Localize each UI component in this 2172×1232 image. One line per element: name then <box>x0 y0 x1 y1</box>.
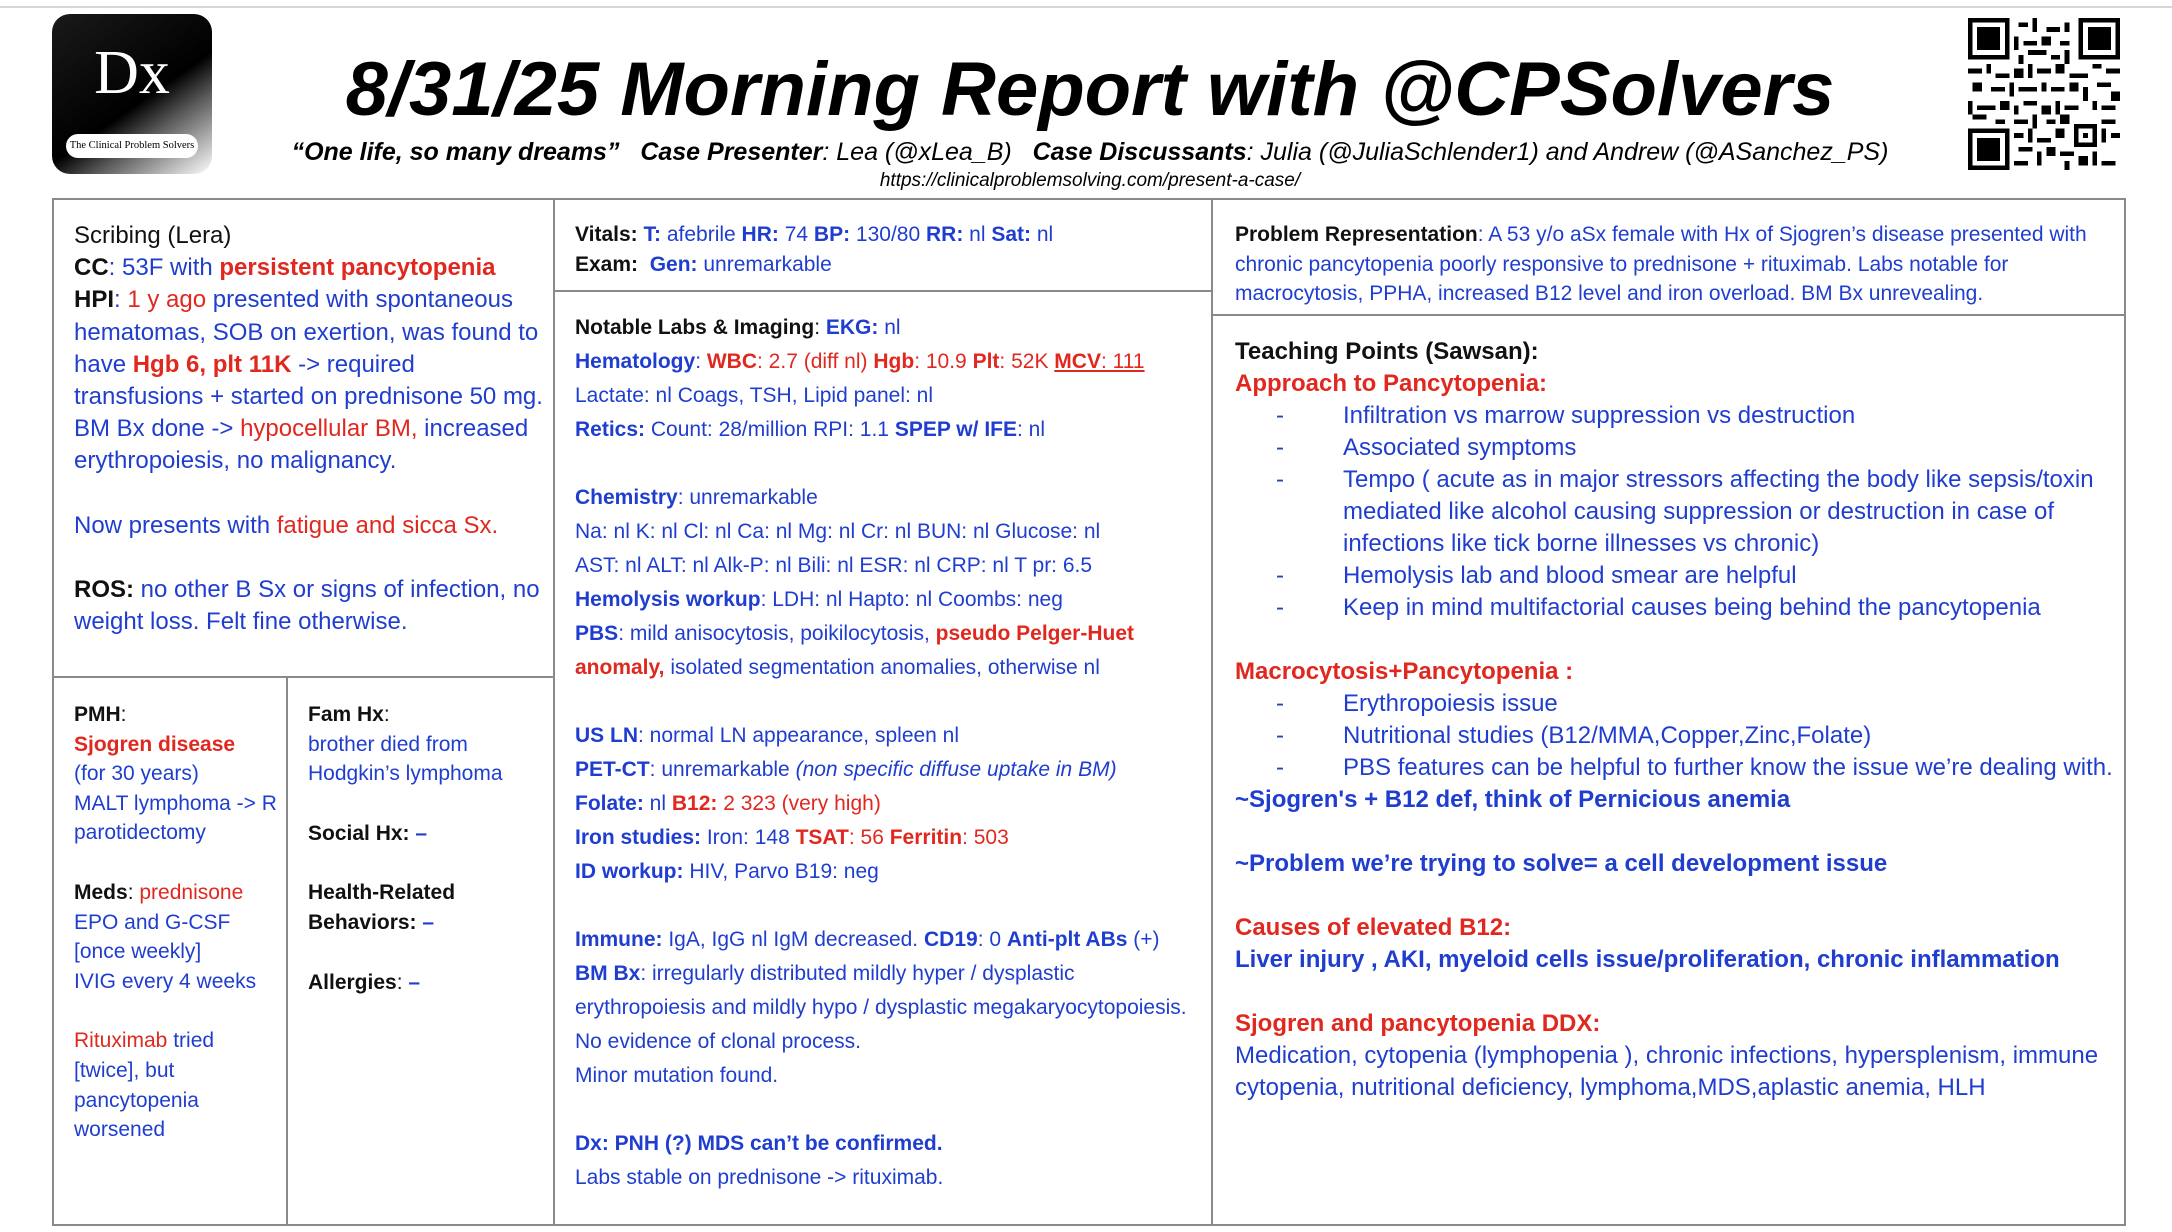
bullet-text: PBS features can be helpful to further know the issue we’re dealing with. <box>1343 754 2113 781</box>
pbs-highlight: pseudo Pelger-Huet anomaly, <box>575 622 1135 679</box>
ekg-value: nl <box>878 316 901 339</box>
teaching-b12-causes: Liver injury , AKI, myeloid cells issue/proliferation, chronic inflammation <box>1235 946 2060 973</box>
chemistry-value: : unremarkable <box>677 486 818 509</box>
meds-ivig: IVIG every 4 weeks <box>74 969 257 993</box>
bullet-text: Associated symptoms <box>1343 434 1577 461</box>
hpi-text-g: increased erythropoiesis, no malignancy. <box>74 415 529 475</box>
cc-text: : 53F with <box>108 254 220 282</box>
hemolysis-label: Hemolysis workup <box>575 588 761 611</box>
labs-section <box>575 311 1205 1195</box>
teaching-heading-macrocytosis: Macrocytosis+Pancytopenia : <box>1235 658 1574 685</box>
hpi-text-e: -> required transfusions + started on prednisone 50 mg. BM Bx done -> <box>74 350 543 443</box>
ros-text: no other B Sx or signs of infection, no weight loss. Felt fine otherwise. <box>74 575 540 636</box>
iron-value: Iron: 148 <box>701 826 796 849</box>
teaching-heading-pancytopenia: Approach to Pancytopenia: <box>1235 370 1548 397</box>
hematology-colon: : <box>695 350 707 373</box>
social-label: Social Hx: <box>308 821 410 845</box>
vital-bp-value: 130/80 <box>850 223 926 246</box>
hpi-bm: hypocellular BM, <box>240 415 418 443</box>
problem-representation-section <box>1235 220 2115 309</box>
id-value: HIV, Parvo B19: neg <box>683 860 879 883</box>
teaching-bullet <box>1235 560 2115 592</box>
mcv-value: : 111 <box>1100 350 1145 373</box>
spep-label: SPEP w/ IFE <box>894 418 1017 441</box>
page-title: 8/31/25 Morning Report with @CPSolvers <box>345 47 1835 132</box>
cc-highlight: persistent pancytopenia <box>219 254 496 282</box>
bmbx-mutation: Minor mutation found. <box>575 1064 779 1087</box>
vitals-label: Vitals: <box>575 223 638 246</box>
labs-heading-colon: : <box>814 316 826 339</box>
immune-label: Immune: <box>575 928 663 951</box>
wbc-label: WBC <box>706 350 758 373</box>
meds-label: Meds <box>74 880 128 904</box>
top-divider <box>0 6 2172 8</box>
now-text: Now presents with <box>74 511 277 539</box>
social-value: – <box>409 821 428 845</box>
lactate-line: Lactate: nl Coags, TSH, Lipid panel: nl <box>575 384 933 407</box>
hemolysis-value: : LDH: nl Hapto: nl Coombs: neg <box>760 588 1063 611</box>
case-name: “One life, so many dreams” <box>291 138 620 166</box>
discussants-label: Case Discussants <box>1032 138 1247 166</box>
meds-prednisone: prednisone <box>139 880 244 904</box>
bmbx-label: BM Bx <box>575 962 641 985</box>
teaching-note-pernicious: ~Sjogren's + B12 def, think of Pernicious anemia <box>1235 786 1791 813</box>
fam-text: brother died from Hodgkin’s lymphoma <box>308 732 503 786</box>
pmh-section <box>74 700 279 1145</box>
pmh-item-sjogren: Sjogren disease <box>74 732 236 756</box>
cps-logo <box>52 14 212 174</box>
bullet-dash: - <box>1276 754 1284 781</box>
teaching-bullet <box>1235 464 2115 560</box>
hpi-text-a: : <box>114 286 128 314</box>
teaching-heading: Teaching Points (Sawsan): <box>1235 338 1539 365</box>
teaching-heading-ddx: Sjogren and pancytopenia DDX: <box>1235 1010 1601 1037</box>
hgb-value: : 10.9 <box>914 350 973 373</box>
ferritin-label: Ferritin <box>889 826 963 849</box>
cd19-value: : 0 <box>977 928 1007 951</box>
vital-rr-value: nl <box>963 223 992 246</box>
teaching-bullet <box>1235 688 2115 720</box>
folate-value: nl <box>643 792 672 815</box>
scribing-heading: Scribing (Lera) <box>74 222 232 249</box>
presenter: : Lea (@xLea_B) <box>822 138 1012 166</box>
vital-sat-label: Sat: <box>991 223 1032 246</box>
logo-subtext: The Clinical Problem Solvers <box>66 134 198 158</box>
ekg-label: EKG: <box>825 316 879 339</box>
tsat-value: : 56 <box>848 826 890 849</box>
bullet-text: Tempo ( acute as in major stressors affecting the body like sepsis/toxin mediated like alcohol causing suppression or destruction in case of infections like tick borne illnesses vs chronic) <box>1343 466 2094 557</box>
bullet-text: Hemolysis lab and blood smear are helpful <box>1343 562 1797 589</box>
antiplt-value: (+) <box>1127 928 1160 951</box>
vital-hr-label: HR: <box>741 223 779 246</box>
meds-epo: EPO and G-CSF [once weekly] <box>74 910 231 964</box>
pmh-item-sjogren-duration: (for 30 years) <box>74 762 199 786</box>
allergies-label: Allergies <box>308 970 397 994</box>
teaching-bullet <box>1235 720 2115 752</box>
vital-t-label: T: <box>643 223 661 246</box>
discussants: : Julia (@JuliaSchlender1) and Andrew (@ASanchez_PS) <box>1246 138 1889 166</box>
bullet-dash: - <box>1276 402 1284 429</box>
immune-value: IgA, IgG nl IgM decreased. <box>662 928 924 951</box>
teaching-heading-b12: Causes of elevated B12: <box>1235 914 1512 941</box>
chemistry-line-2: AST: nl ALT: nl Alk-P: nl Bili: nl ESR: nl CRP: nl T pr: 6.5 <box>575 554 1093 577</box>
dx-line: Dx: PNH (?) MDS can’t be confirmed. <box>575 1132 943 1155</box>
now-symptoms: fatigue and sicca Sx. <box>276 511 499 539</box>
allergies-value: – <box>402 970 421 994</box>
bullet-dash: - <box>1276 466 1284 493</box>
bmbx-value: : irregularly distributed mildly hyper / dysplastic erythropoiesis and mildly hypo / dysplastic megakaryocytopoiesis. No evidence of clonal process. <box>575 962 1187 1053</box>
pbs-label: PBS <box>575 622 619 645</box>
id-label: ID workup: <box>575 860 684 883</box>
teaching-section <box>1235 336 2115 1104</box>
fam-colon: : <box>383 703 390 726</box>
logo-text: Dx <box>94 39 170 107</box>
pmh-label: PMH <box>74 703 121 726</box>
meds-colon: : <box>127 880 140 904</box>
teaching-bullet <box>1235 400 2115 432</box>
retics-value: Count: 28/million RPI: 1.1 <box>645 418 895 441</box>
bullet-text: Nutritional studies (B12/MMA,Copper,Zinc,Folate) <box>1343 722 1872 749</box>
hgb-label: Hgb <box>873 350 915 373</box>
b12-value: 2 323 (very high) <box>717 792 881 815</box>
vital-sat-value: nl <box>1031 223 1054 246</box>
tsat-label: TSAT <box>795 826 849 849</box>
teaching-bullet <box>1235 432 2115 464</box>
vitals-section <box>575 220 1205 279</box>
ferritin-value: : 503 <box>962 826 1009 849</box>
chemistry-label: Chemistry <box>575 486 678 509</box>
wbc-value: : 2.7 (diff nl) <box>757 350 874 373</box>
hematology-label: Hematology <box>575 350 696 373</box>
bullet-text: Infiltration vs marrow suppression vs destruction <box>1343 402 1856 429</box>
petct-value: : unremarkable <box>649 758 796 781</box>
hpi-onset: 1 y ago <box>127 286 207 314</box>
teaching-bullet <box>1235 592 2115 624</box>
case-url[interactable]: https://clinicalproblemsolving.com/present-a-case/ <box>879 170 1301 191</box>
cc-label: CC <box>74 254 109 282</box>
antiplt-label: Anti-plt ABs <box>1006 928 1128 951</box>
bullet-text: Keep in mind multifactorial causes being behind the pancytopenia <box>1343 594 2041 621</box>
case-subtitle <box>240 138 1940 167</box>
exam-gen-value: unremarkable <box>697 252 832 276</box>
fam-label: Fam Hx <box>308 703 384 726</box>
ros-label: ROS: <box>74 575 134 603</box>
hpi-text-c: presented with spontaneous hematomas, SOB on exertion, was found to have <box>74 286 539 378</box>
pbs-text-c: isolated segmentation anomalies, otherwise nl <box>664 656 1100 679</box>
pmh-colon: : <box>120 703 127 726</box>
b12-label: B12: <box>671 792 718 815</box>
pmh-item-malt: MALT lymphoma -> R parotidectomy <box>74 791 277 845</box>
bullet-text: Erythropoiesis issue <box>1343 690 1558 717</box>
exam-label: Exam: <box>575 252 639 276</box>
bullet-dash: - <box>1276 722 1284 749</box>
petct-label: PET-CT <box>575 758 650 781</box>
cd19-label: CD19 <box>923 928 978 951</box>
allergies-colon: : <box>396 970 403 994</box>
rituximab-text: tried [twice], but pancytopenia worsened <box>74 1029 215 1142</box>
retics-label: Retics: <box>575 418 646 441</box>
problem-rep-label: Problem Representation <box>1235 223 1478 246</box>
hpi-labs: Hgb 6, plt 11K <box>132 350 292 378</box>
labs-heading: Notable Labs & Imaging <box>575 316 815 339</box>
hpi-label: HPI <box>74 286 115 314</box>
health-label: Health-Related Behaviors: <box>308 881 456 934</box>
plt-label: Plt <box>972 350 1000 373</box>
bullet-dash: - <box>1276 690 1284 717</box>
folate-label: Folate: <box>575 792 644 815</box>
teaching-bullet <box>1235 752 2115 784</box>
teaching-ddx-text: Medication, cytopenia (lymphopenia ), chronic infections, hypersplenism, immune cytopenia, nutritional deficiency, lymphoma,MDS,aplastic anemia, HLH <box>1235 1042 2099 1101</box>
health-value: – <box>416 910 435 934</box>
iron-label: Iron studies: <box>575 826 702 849</box>
rituximab-label: Rituximab <box>74 1029 168 1053</box>
vital-hr-value: 74 <box>778 223 814 246</box>
usln-label: US LN <box>575 724 638 747</box>
pbs-text-a: : mild anisocytosis, poikilocytosis, <box>618 622 936 645</box>
teaching-note-cell-development: ~Problem we’re trying to solve= a cell development issue <box>1235 850 1888 877</box>
chemistry-line-1: Na: nl K: nl Cl: nl Ca: nl Mg: nl Cr: nl BUN: nl Glucose: nl <box>575 520 1101 543</box>
bullet-dash: - <box>1276 562 1284 589</box>
exam-gen-label: Gen: <box>649 252 698 276</box>
presenter-label: Case Presenter <box>640 138 823 166</box>
spep-value: : nl <box>1016 418 1045 441</box>
bullet-dash: - <box>1276 594 1284 621</box>
scribing-section <box>74 220 544 638</box>
vital-rr-label: RR: <box>925 223 964 246</box>
dx-followup: Labs stable on prednisone -> rituximab. <box>575 1166 944 1189</box>
petct-note: (non specific diffuse uptake in BM) <box>795 758 1117 781</box>
mcv-label: MCV <box>1054 350 1101 373</box>
vital-t-value: afebrile <box>661 223 742 246</box>
plt-value: : 52K <box>999 350 1055 373</box>
usln-value: : normal LN appearance, spleen nl <box>638 724 960 747</box>
vital-bp-label: BP: <box>813 223 851 246</box>
family-section <box>308 700 548 997</box>
bullet-dash: - <box>1276 434 1284 461</box>
problem-rep-text: : A 53 y/o aSx female with Hx of Sjogren’s disease presented with chronic pancytopenia poorly responsive to prednisone + rituximab. Labs notable for macrocytosis, PPHA, increased B12 level and iron overload. BM Bx unrevealing. <box>1235 223 2087 305</box>
qr-code-icon[interactable] <box>1968 18 2120 170</box>
